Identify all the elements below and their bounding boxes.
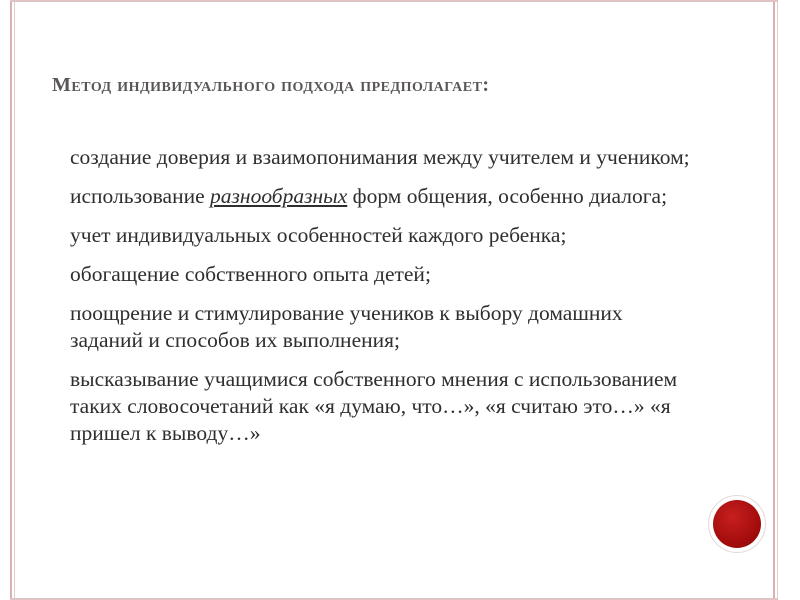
frame-left-inner-line <box>14 0 15 600</box>
bullet-text-suffix: форм общения, особенно диалога; <box>347 184 668 208</box>
bullet-item <box>40 183 700 210</box>
frame-right-line <box>773 0 775 600</box>
bullet-text: поощрение и стимулирование учеников к выбору домашних заданий и способов их выполнения; <box>70 301 623 352</box>
bullet-text: высказывание учащимися собственного мнения с использованием таких словосочетаний как «я думаю, что…», «я считаю это…» «я пришел к выводу…» <box>70 367 678 445</box>
bullet-item <box>40 222 700 249</box>
bullet-text: обогащение собственного опыта детей; <box>70 262 431 286</box>
bullet-emphasis: разнообразных <box>210 184 348 208</box>
bullet-list <box>40 144 700 459</box>
bullet-text: учет индивидуальных особенностей каждого ребенка; <box>70 223 567 247</box>
frame-left-line <box>10 0 12 600</box>
frame-right-inner-line <box>777 0 778 600</box>
bullet-item <box>40 144 700 171</box>
bullet-item <box>40 300 700 354</box>
bullet-item <box>40 261 700 288</box>
bullet-item <box>40 366 700 447</box>
bullet-text-prefix: использование <box>70 184 211 208</box>
frame-top-line <box>10 0 778 2</box>
slide-title: Метод индивидуального подхода предполагает: <box>52 74 490 96</box>
decorative-red-circle <box>713 500 761 548</box>
bullet-text: создание доверия и взаимопонимания между учителем и учеником; <box>70 145 690 169</box>
